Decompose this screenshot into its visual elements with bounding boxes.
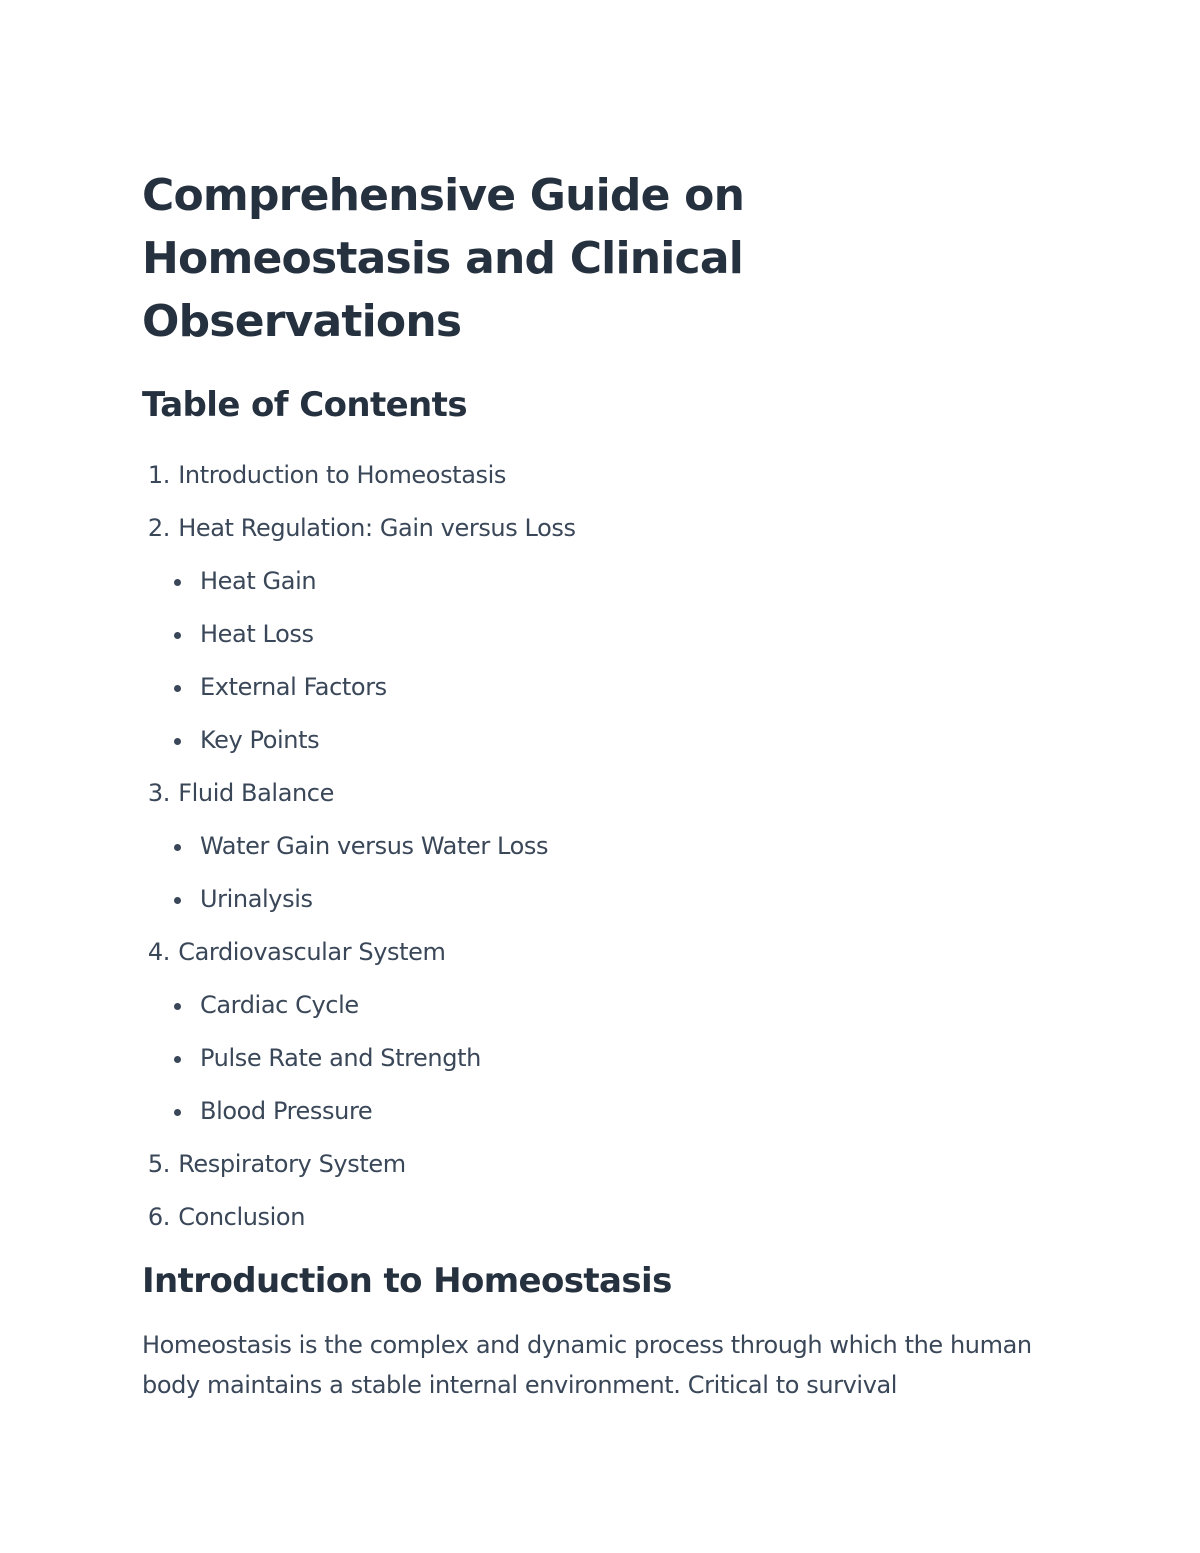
toc-subitem: Heat Loss [142,608,1052,661]
toc-item-number: 2. [147,514,170,542]
toc-item-number: 1. [147,461,170,489]
toc-item-label: Respiratory System [178,1150,406,1178]
toc-item-number: 4. [147,938,170,966]
toc-item-label: Cardiovascular System [178,938,446,966]
section-heading-introduction: Introduction to Homeostasis [142,1261,672,1301]
toc-subitem: Cardiac Cycle [142,979,1052,1032]
document-title: Comprehensive Guide on Homeostasis and Clinical Observations [142,170,745,347]
toc-item-number: 6. [147,1203,170,1231]
toc-subitem: Pulse Rate and Strength [142,1032,1052,1085]
toc-sublist-heat-regulation [142,555,1052,767]
toc-item-introduction [142,449,1052,502]
toc-item-respiratory [142,1138,1052,1191]
toc-subitem: Blood Pressure [142,1085,1052,1138]
toc-item-label: Conclusion [178,1203,306,1231]
toc-item-label: Introduction to Homeostasis [178,461,506,489]
toc-subitem: Water Gain versus Water Loss [142,820,1052,873]
toc-item-number: 5. [147,1150,170,1178]
toc-item-conclusion [142,1191,1052,1244]
toc-item-label: Fluid Balance [178,779,334,807]
toc-subitem: Heat Gain [142,555,1052,608]
toc-subitem: Urinalysis [142,873,1052,926]
toc-item-fluid-balance [142,767,1052,820]
toc-item-cardiovascular [142,926,1052,979]
toc-item-label: Heat Regulation: Gain versus Loss [178,514,576,542]
table-of-contents [142,449,1052,1244]
toc-sublist-fluid-balance [142,820,1052,926]
toc-heading: Table of Contents [142,385,467,425]
document-page [142,164,1052,1405]
toc-subitem: Key Points [142,714,1052,767]
toc-subitem: External Factors [142,661,1052,714]
toc-sublist-cardiovascular [142,979,1052,1138]
section-paragraph: Homeostasis is the complex and dynamic process through which the human body maintains a stable internal environment. Critical to survival [142,1331,1032,1399]
toc-item-heat-regulation [142,502,1052,555]
toc-item-number: 3. [147,779,170,807]
